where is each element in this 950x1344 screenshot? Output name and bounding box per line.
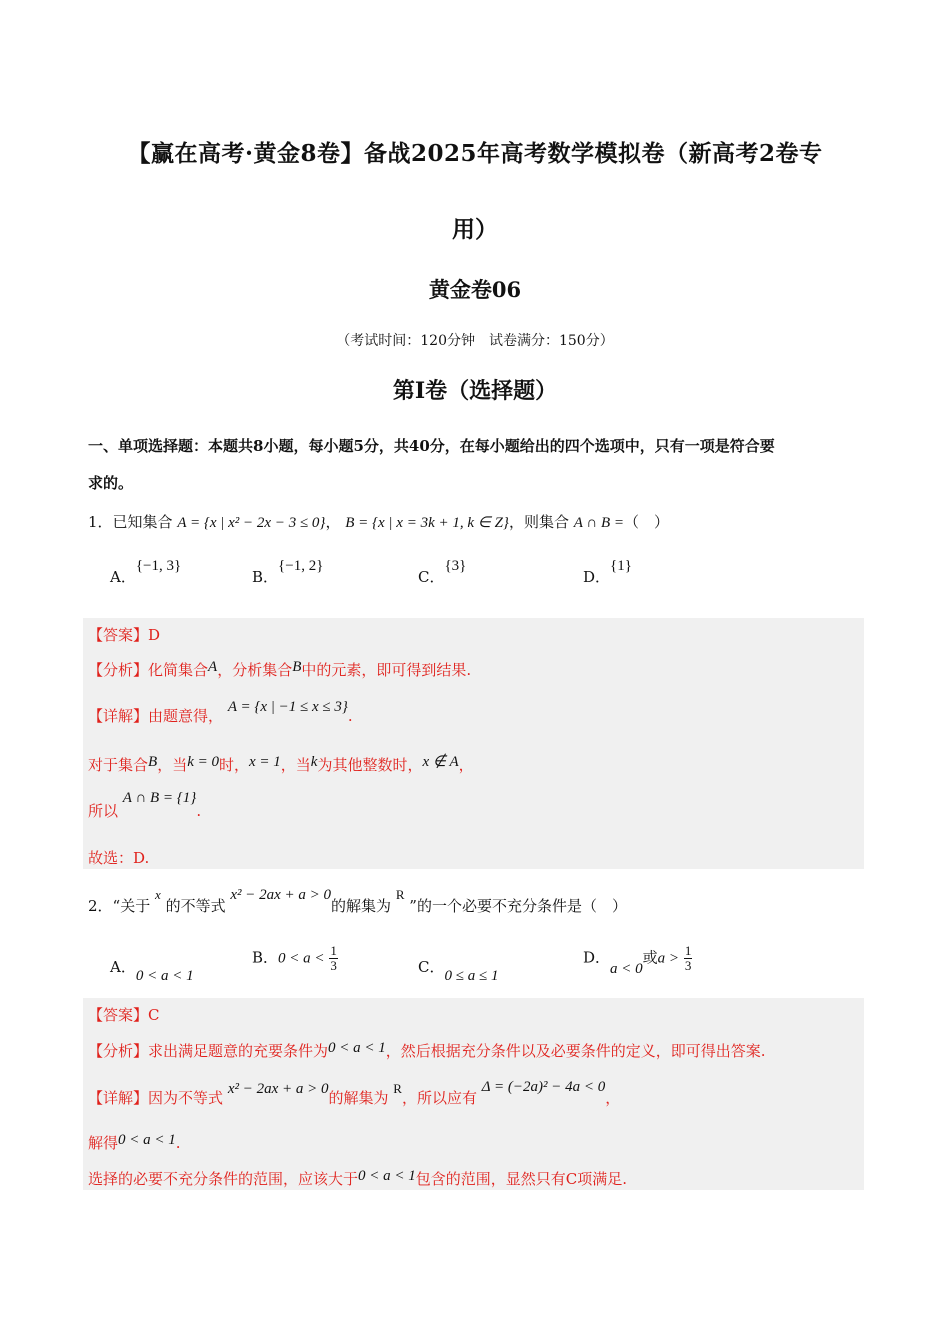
q2-detail-text-a: 因为不等式 bbox=[148, 1089, 224, 1107]
q2-answer-tag: 【答案】 bbox=[88, 1006, 149, 1024]
q2-solve bbox=[88, 1132, 181, 1153]
q2-option-c bbox=[418, 956, 499, 984]
q2-option-d-value-a: a < 0 bbox=[610, 960, 643, 977]
q1-option-b-value: {−1, 2} bbox=[278, 558, 324, 574]
q2-option-d-denominator: 3 bbox=[684, 958, 692, 973]
q2-detail-set-r: R bbox=[393, 1081, 402, 1096]
q1-line2-x1: x = 1 bbox=[249, 754, 281, 770]
q2-inequality: x² − 2ax + a > 0 bbox=[230, 887, 332, 903]
section-intro bbox=[88, 428, 868, 502]
q1-line2-text-d: ，当 bbox=[280, 756, 311, 774]
section-intro-line2: 求的。 bbox=[88, 474, 134, 492]
q2-option-d-fraction bbox=[684, 944, 693, 973]
q2-answer bbox=[88, 1004, 160, 1025]
q1-line2-text-a: 对于集合 bbox=[88, 756, 149, 774]
q1-line2-k: k bbox=[310, 754, 318, 770]
q2-number: 2． bbox=[88, 897, 113, 915]
q1-line2-text-b: ，当 bbox=[157, 756, 188, 774]
q1-option-d-label: D． bbox=[583, 568, 611, 586]
q1-text-a: 已知集合 bbox=[112, 513, 173, 531]
q1-line2-var-b: B bbox=[148, 754, 158, 770]
q2-option-a-value: 0 < a < 1 bbox=[135, 968, 194, 984]
q1-option-a-value: {−1, 3} bbox=[135, 558, 182, 574]
q1-detail bbox=[88, 699, 353, 726]
paper-subtitle: 黄金卷06 bbox=[428, 277, 522, 302]
q2-option-d-or: 或 bbox=[642, 948, 658, 967]
q2-option-d-numerator: 1 bbox=[684, 943, 692, 958]
q1-conclusion: 故选：D. bbox=[88, 849, 150, 867]
q2-solve-expr: 0 < a < 1 bbox=[118, 1132, 176, 1148]
q2-final-text-b: 包含的范围，显然只有C项满足. bbox=[415, 1170, 628, 1188]
volume-title: 第I卷（选择题） bbox=[392, 378, 558, 404]
q2-option-b bbox=[252, 944, 338, 973]
document-title: 【赢在高考·黄金8卷】备战2025年高考数学模拟卷（新高考2卷专 bbox=[127, 140, 823, 167]
q1-option-b-label: B． bbox=[252, 568, 279, 586]
q1-paren: （ ） bbox=[624, 513, 670, 531]
q1-set-b: B = {x | x = 3k + 1, k ∈ Z} bbox=[345, 515, 509, 531]
q1-line2-text-f: ， bbox=[458, 756, 474, 774]
q1-option-d bbox=[583, 558, 632, 587]
q2-analysis bbox=[88, 1040, 766, 1061]
q2-analysis-expr: 0 < a < 1 bbox=[328, 1040, 386, 1056]
q1-analysis-var-a: A bbox=[208, 659, 218, 675]
q1-expr: A ∩ B = bbox=[573, 515, 624, 531]
q2-detail-delta: Δ = (−2a)² − 4a < 0 bbox=[481, 1079, 606, 1095]
q2-detail-text-d: ， bbox=[605, 1089, 621, 1107]
q1-text-b: ，则集合 bbox=[508, 513, 569, 531]
q2-detail-text-c: ，所以应有 bbox=[401, 1089, 477, 1107]
q2-option-c-value: 0 ≤ a ≤ 1 bbox=[444, 968, 499, 984]
q2-text-c: 的解集为 bbox=[331, 897, 392, 915]
q2-detail-text-b: 的解集为 bbox=[328, 1089, 389, 1107]
q1-detail-line2 bbox=[88, 754, 474, 775]
q2-text-d: ”的一个必要不充分条件是（ ） bbox=[409, 897, 627, 915]
q1-line3-end: . bbox=[196, 802, 202, 820]
q1-answer-tag: 【答案】 bbox=[88, 626, 149, 644]
q1-option-c-value: {3} bbox=[444, 558, 467, 574]
q1-answer bbox=[88, 624, 160, 645]
q2-text-a: “关于 bbox=[112, 897, 151, 915]
q1-option-c bbox=[418, 558, 467, 587]
q1-sep: ， bbox=[325, 513, 341, 531]
q2-final bbox=[88, 1168, 627, 1189]
q1-line3-text: 所以 bbox=[88, 802, 119, 820]
q2-var-x: x bbox=[155, 887, 161, 902]
q1-detail-tag: 【详解】 bbox=[88, 707, 149, 725]
q2-option-b-denominator: 3 bbox=[330, 958, 337, 973]
q2-final-text-a: 选择的必要不充分条件的范围，应该大于 bbox=[88, 1170, 359, 1188]
q1-line2-text-c: 时， bbox=[218, 756, 249, 774]
q2-set-r: R bbox=[395, 887, 405, 902]
q2-analysis-text-a: 求出满足题意的充要条件为 bbox=[148, 1042, 329, 1060]
q1-option-d-value: {1} bbox=[610, 558, 632, 574]
q1-analysis bbox=[88, 659, 471, 680]
q1-analysis-text-a: 化简集合 bbox=[148, 661, 209, 679]
q1-option-a-label: A． bbox=[110, 568, 136, 586]
q2-option-b-label: B． bbox=[252, 948, 279, 967]
q2-analysis-tag: 【分析】 bbox=[88, 1042, 149, 1060]
q1-option-c-label: C． bbox=[418, 568, 445, 586]
section-intro-line1: 一、单项选择题：本题共8小题，每小题5分，共40分，在每小题给出的四个选项中，只有一项是符合要 bbox=[88, 437, 775, 455]
q2-solve-end: . bbox=[175, 1134, 181, 1152]
q1-detail-end: . bbox=[347, 707, 353, 725]
exam-info: （考试时间：120分钟 试卷满分：150分） bbox=[336, 333, 614, 349]
q2-option-d-label: D． bbox=[583, 948, 611, 967]
q2-solve-text: 解得 bbox=[88, 1134, 119, 1152]
q1-line2-k0: k = 0 bbox=[187, 754, 219, 770]
q2-option-b-numerator: 1 bbox=[330, 943, 337, 958]
q2-option-b-fraction bbox=[329, 944, 338, 973]
q1-answer-value: D bbox=[148, 626, 161, 644]
q1-line2-notin: x ∉ A bbox=[422, 754, 459, 770]
q1-number: 1． bbox=[88, 513, 113, 531]
question-1 bbox=[88, 511, 878, 532]
q2-answer-value: C bbox=[148, 1006, 160, 1024]
q1-analysis-text-b: ，分析集合 bbox=[217, 661, 293, 679]
q2-final-expr: 0 < a < 1 bbox=[358, 1168, 416, 1184]
q2-option-a bbox=[110, 956, 194, 984]
q1-analysis-text-c: 中的元素，即可得到结果. bbox=[301, 661, 472, 679]
q2-option-d bbox=[583, 943, 692, 977]
q1-solution-box bbox=[83, 618, 864, 869]
q2-detail-tag: 【详解】 bbox=[88, 1089, 149, 1107]
q2-detail bbox=[88, 1079, 621, 1108]
q2-option-c-label: C． bbox=[418, 958, 445, 976]
q2-option-d-value-b: a > bbox=[657, 950, 680, 967]
q1-option-a bbox=[110, 558, 182, 587]
question-2 bbox=[88, 887, 878, 916]
q1-detail-text: 由题意得， bbox=[148, 707, 224, 725]
q2-text-b: 的不等式 bbox=[165, 897, 226, 915]
q1-detail-expr: A = {x | −1 ≤ x ≤ 3} bbox=[227, 699, 348, 715]
q1-detail-line3 bbox=[88, 790, 202, 821]
q1-line3-expr: A ∩ B = {1} bbox=[122, 790, 197, 806]
q2-detail-ineq: x² − 2ax + a > 0 bbox=[227, 1081, 329, 1097]
q1-set-a: A = {x | x² − 2x − 3 ≤ 0} bbox=[177, 515, 326, 531]
q1-analysis-var-b: B bbox=[292, 659, 302, 675]
q1-option-b bbox=[252, 558, 324, 587]
q1-line2-text-e: 为其他整数时， bbox=[317, 756, 423, 774]
document-title-continued: 用） bbox=[452, 216, 498, 243]
q1-analysis-tag: 【分析】 bbox=[88, 661, 149, 679]
q2-option-a-label: A． bbox=[110, 958, 136, 976]
q2-option-b-value: 0 < a < bbox=[278, 950, 325, 967]
q2-analysis-text-b: ，然后根据充分条件以及必要条件的定义，即可得出答案. bbox=[385, 1042, 766, 1060]
